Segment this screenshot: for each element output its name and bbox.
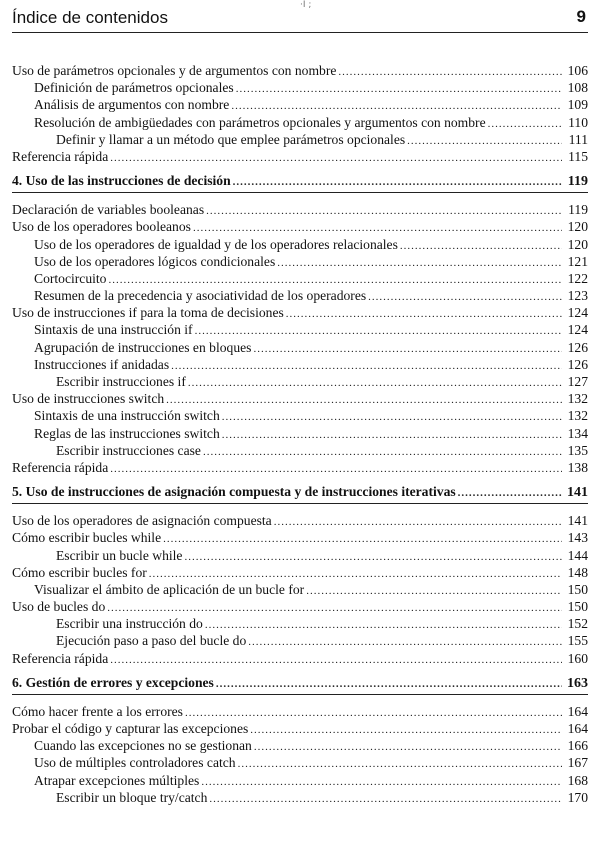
dot-leader <box>233 171 562 193</box>
chapter-page-number: 141 <box>567 485 588 501</box>
toc-entry-page-number: 132 <box>567 408 588 424</box>
toc-entry <box>12 703 588 720</box>
chapter-heading <box>12 170 588 193</box>
dot-leader <box>222 427 562 444</box>
dot-leader <box>458 482 562 504</box>
dot-leader <box>254 739 562 756</box>
toc-entry-title: Uso de instrucciones switch <box>12 391 165 407</box>
toc-entry-page-number: 170 <box>567 789 588 805</box>
toc-entry <box>12 270 588 287</box>
toc-entry-page-number: 126 <box>567 339 588 355</box>
dot-leader <box>277 255 562 272</box>
toc-entry-page-number: 115 <box>568 148 588 164</box>
toc-entry <box>12 373 588 390</box>
toc-entry-page-number: 138 <box>567 459 588 475</box>
chapter-title: 6. Gestión de errores y excepciones <box>12 674 214 690</box>
toc-entry <box>12 96 588 113</box>
dot-leader <box>209 791 562 808</box>
toc-entry-title: Escribir una instrucción do <box>56 616 203 632</box>
dot-leader <box>171 358 562 375</box>
toc-entry <box>12 529 588 546</box>
toc-entry-title: Uso de los operadores de asignación compuesta <box>12 513 272 529</box>
toc-entry <box>12 114 588 131</box>
toc-entry <box>12 218 588 235</box>
toc-entry-page-number: 168 <box>567 772 588 788</box>
toc-entry-page-number: 109 <box>567 97 588 113</box>
toc-entry <box>12 737 588 754</box>
dot-leader <box>338 64 562 81</box>
toc-entry-title: Cuando las excepciones no se gestionan <box>34 738 252 754</box>
toc-entry-title: Uso de los operadores lógicos condicionales <box>34 253 276 269</box>
toc-entry <box>12 442 588 459</box>
toc-entry-title: Uso de instrucciones if para la toma de decisiones <box>12 305 284 321</box>
toc-entry <box>12 512 588 529</box>
toc-entry-title: Instrucciones if anidadas <box>34 356 170 372</box>
toc-entry <box>12 339 588 356</box>
toc-entry <box>12 547 588 564</box>
dot-leader <box>184 549 562 566</box>
dot-leader <box>253 341 562 358</box>
toc-entry-page-number: 166 <box>567 738 588 754</box>
dot-leader <box>400 238 562 255</box>
toc-entry-page-number: 134 <box>567 425 588 441</box>
page-title: Índice de contenidos <box>12 8 168 27</box>
dot-leader <box>216 673 562 695</box>
dot-leader <box>236 81 562 98</box>
toc-entry-page-number: 110 <box>568 114 588 130</box>
toc-entry-page-number: 141 <box>567 513 588 529</box>
chapter-page-number: 119 <box>567 174 588 190</box>
dot-leader <box>274 514 562 531</box>
toc-entry-title: Escribir instrucciones if <box>56 374 186 389</box>
toc-entry <box>12 789 588 806</box>
toc-entry-page-number: 127 <box>567 374 588 389</box>
dot-leader <box>110 461 562 478</box>
dot-leader <box>238 756 562 773</box>
toc-entry-page-number: 132 <box>567 391 588 407</box>
toc-entry-title: Cómo hacer frente a los errores <box>12 703 183 719</box>
toc-entry-title: Referencia rápida <box>12 148 109 164</box>
dot-leader <box>306 583 562 600</box>
toc-entry <box>12 581 588 598</box>
dot-leader <box>286 306 562 323</box>
dot-leader <box>488 116 562 133</box>
dot-leader <box>368 289 562 306</box>
toc-entry-page-number: 124 <box>567 322 588 338</box>
toc-entry-page-number: 135 <box>567 442 588 458</box>
dot-leader <box>188 375 562 392</box>
toc-entry-title: Uso de los operadores de igualdad y de los operadores relacionales <box>34 236 398 252</box>
dot-leader <box>407 133 562 150</box>
toc-entry-title: Referencia rápida <box>12 459 109 475</box>
toc-entry <box>12 425 588 442</box>
toc-entry-title: Uso de los operadores booleanos <box>12 219 191 235</box>
toc-entry-title: Visualizar el ámbito de aplicación de un bucle for <box>34 581 305 597</box>
toc-entry <box>12 459 588 476</box>
toc-entry-page-number: 150 <box>567 581 588 597</box>
toc-entry-page-number: 124 <box>567 305 588 321</box>
toc-entry <box>12 131 588 148</box>
toc-entry-title: Escribir un bucle while <box>56 547 183 563</box>
dot-leader <box>248 634 562 651</box>
toc-entry-title: Sintaxis de una instrucción switch <box>34 408 220 424</box>
chapter-heading <box>12 672 588 695</box>
toc-entry-title: Escribir un bloque try/catch <box>56 789 208 805</box>
toc-entry-title: Declaración de variables booleanas <box>12 202 205 218</box>
toc-entry-page-number: 120 <box>567 219 588 235</box>
toc-entry <box>12 236 588 253</box>
toc-entry-page-number: 122 <box>567 270 588 286</box>
toc-entry-title: Escribir instrucciones case <box>56 442 201 458</box>
toc-entry <box>12 356 588 373</box>
toc-entry-page-number: 108 <box>567 80 588 96</box>
toc-entry-page-number: 126 <box>567 356 588 372</box>
toc-entry-title: Agrupación de instrucciones en bloques <box>34 339 252 355</box>
toc-entry <box>12 564 588 581</box>
dot-leader <box>163 531 562 548</box>
toc-entry <box>12 772 588 789</box>
scan-mark: ·I ; <box>300 0 312 10</box>
toc-entry-title: Análisis de argumentos con nombre <box>34 97 230 113</box>
dot-leader <box>110 652 562 669</box>
toc-entry-title: Probar el código y capturar las excepciones <box>12 721 249 736</box>
dot-leader <box>203 444 562 461</box>
chapter-title: 4. Uso de las instrucciones de decisión <box>12 173 231 189</box>
toc-entry-page-number: 143 <box>567 530 588 546</box>
toc-entry <box>12 148 588 165</box>
toc-entry-title: Resumen de la precedencia y asociatividad de los operadores <box>34 288 367 304</box>
toc-entry <box>12 287 588 304</box>
toc-entry-title: Resolución de ambigüedades con parámetros opcionales y argumentos con nombre <box>34 114 486 130</box>
toc-entry <box>12 321 588 338</box>
dot-leader <box>205 617 562 634</box>
toc-entry-page-number: 152 <box>567 616 588 632</box>
toc-entry-title: Cómo escribir bucles while <box>12 530 162 546</box>
toc-entry-title: Definición de parámetros opcionales <box>34 80 234 96</box>
toc-entry-page-number: 144 <box>567 547 588 563</box>
toc-entry <box>12 79 588 96</box>
toc-entry-page-number: 123 <box>567 288 588 304</box>
table-of-contents <box>12 62 588 806</box>
toc-entry-title: Uso de bucles do <box>12 599 106 615</box>
chapter-title: 5. Uso de instrucciones de asignación compuesta y de instrucciones iterativas <box>12 484 456 500</box>
toc-entry <box>12 632 588 649</box>
toc-entry-title: Uso de parámetros opcionales y de argumentos con nombre <box>12 63 337 78</box>
toc-entry-page-number: 111 <box>568 131 588 147</box>
toc-entry-title: Cortocircuito <box>34 270 107 286</box>
toc-entry-page-number: 120 <box>567 236 588 252</box>
toc-entry-page-number: 164 <box>567 703 588 719</box>
dot-leader <box>222 409 562 426</box>
toc-entry <box>12 650 588 667</box>
toc-entry-title: Sintaxis de una instrucción if <box>34 322 193 338</box>
toc-entry <box>12 304 588 321</box>
toc-entry <box>12 615 588 632</box>
page-header <box>12 6 588 33</box>
toc-entry <box>12 62 588 79</box>
toc-entry-page-number: 119 <box>568 202 588 218</box>
toc-entry <box>12 720 588 737</box>
dot-leader <box>206 203 562 220</box>
toc-entry <box>12 754 588 771</box>
page-number: 9 <box>576 7 586 26</box>
toc-entry <box>12 253 588 270</box>
toc-entry <box>12 390 588 407</box>
toc-entry-title: Definir y llamar a un método que emplee parámetros opcionales <box>56 131 406 147</box>
toc-entry-page-number: 121 <box>567 253 588 269</box>
dot-leader <box>250 722 562 739</box>
toc-entry-page-number: 167 <box>567 755 588 771</box>
toc-entry-title: Reglas de las instrucciones switch <box>34 425 220 441</box>
toc-entry-page-number: 148 <box>567 564 588 580</box>
toc-entry-title: Ejecución paso a paso del bucle do <box>56 633 247 649</box>
toc-entry <box>12 407 588 424</box>
toc-entry-page-number: 160 <box>567 650 588 666</box>
toc-entry-title: Atrapar excepciones múltiples <box>34 772 200 788</box>
toc-entry-title: Referencia rápida <box>12 650 109 666</box>
chapter-heading <box>12 481 588 504</box>
toc-entry-page-number: 164 <box>567 721 588 736</box>
toc-entry-page-number: 150 <box>567 599 588 615</box>
toc-entry-title: Uso de múltiples controladores catch <box>34 755 236 771</box>
toc-entry-page-number: 106 <box>567 63 588 78</box>
dot-leader <box>166 392 562 409</box>
dot-leader <box>201 774 562 791</box>
toc-entry <box>12 598 588 615</box>
toc-entry-title: Cómo escribir bucles for <box>12 564 147 580</box>
chapter-page-number: 163 <box>567 675 588 691</box>
toc-entry <box>12 201 588 218</box>
toc-entry-page-number: 155 <box>567 633 588 649</box>
dot-leader <box>110 150 562 167</box>
